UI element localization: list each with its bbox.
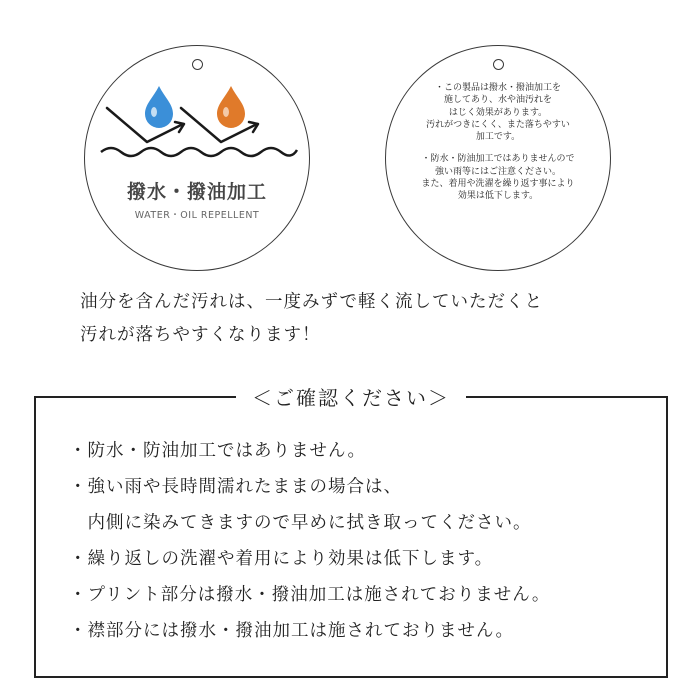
paragraph-gap <box>406 143 590 153</box>
intro-line: 油分を含んだ汚れは、一度みずで軽く流していただくと <box>80 292 544 312</box>
list-item: ・襟部分には撥水・撥油加工は施されておりません。 <box>69 621 515 641</box>
intro-text <box>80 286 680 352</box>
back-line: また、着用や洗濯を繰り返す事により <box>421 179 575 190</box>
intro-line: 汚れが落ちやすくなります！ <box>80 325 321 345</box>
wave-icon <box>101 148 297 156</box>
confirm-list <box>69 433 656 649</box>
back-line: 加工です。 <box>475 132 521 143</box>
water-drop-icon <box>145 86 173 128</box>
back-line: 施してあり、水や油汚れを <box>443 95 552 106</box>
back-line: 効果は低下します。 <box>457 191 539 202</box>
back-line: ・この製品は撥水・撥油加工を <box>434 83 561 93</box>
back-line: ・防水・防油加工ではありませんので <box>421 154 575 165</box>
list-item: ・強い雨や長時間濡れたままの場合は、 <box>69 477 402 497</box>
list-item: ・防水・防油加工ではありません。 <box>69 441 367 461</box>
back-line: 強い雨等にはご注意ください。 <box>434 166 561 177</box>
tag-hole <box>493 59 504 70</box>
list-item: ・プリント部分は撥水・撥油加工は施されておりません。 <box>69 585 551 605</box>
back-line: はじく効果があります。 <box>448 107 548 118</box>
tag-title: 撥水・撥油加工 <box>126 181 267 203</box>
tag-subtitle: WATER・OIL REPELLENT <box>134 210 260 221</box>
oil-drop-icon <box>217 86 245 128</box>
front-hang-tag <box>84 45 310 271</box>
back-line: 汚れがつきにくく、また落ちやすい <box>426 119 570 130</box>
confirm-box <box>34 386 668 678</box>
list-item: ・繰り返しの洗濯や着用により効果は低下します。 <box>69 549 494 569</box>
back-tag-text <box>406 82 590 203</box>
back-hang-tag <box>385 45 611 271</box>
list-item: 内側に染みてきますので早めに拭き取ってください。 <box>69 513 532 533</box>
confirm-title: ＜ご確認ください＞ <box>236 382 466 411</box>
repellent-illustration <box>85 46 311 272</box>
